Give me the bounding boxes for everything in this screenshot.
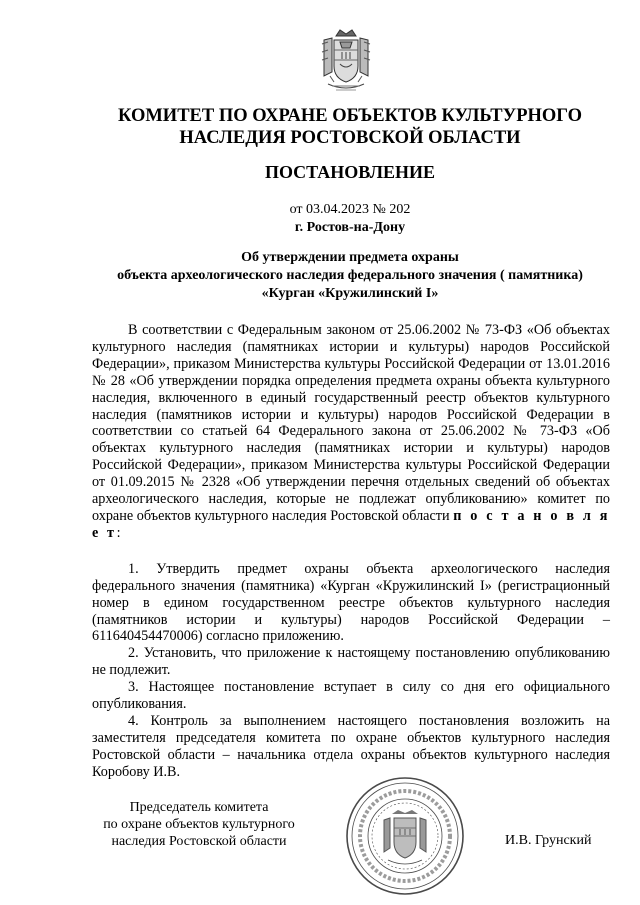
preamble-text: В соответствии с Федеральным законом от 25.06.2002 № 73-ФЗ «Об объектах культурного наследия (памятниках истории и культуры) народов Российской Федерации», приказом Министерства культуры Российской Федерации от 13.01.2016 № 28 «Об утверждении порядка определения предмета охраны объекта культурного наследия, включенного в единый государственный реестр объектов культурного наследия (памятников истории и культуры) народов Российской Федерации в соответствии со статьей 64 Федерального закона от 25.06.2002 № 73-ФЗ «Об объектах культурного наследия (памятниках истории и культуры) народов Российской Федерации», приказом Министерства культуры Российской Федерации от 01.09.2015 № 2328 «Об утверждении перечня отдельных сведений об объектах археологического наследия, которые не подлежат опубликованию» комитет по охране объектов культурного наследия Ростовской области [92,322,610,524]
organization-name [60,105,640,149]
item-4: 4. Контроль за выполнением настоящего постановления возложить на заместителя председателя комитета по охране объектов культурного наследия Ростовской области – начальника отдела охраны объектов культурного наследия Коробову И.В. [92,712,610,780]
item-2: 2. Установить, что приложение к настоящему постановлению опубликованию не подлежит. [92,645,610,679]
signatory-title-line-2: по охране объектов культурного [103,817,295,832]
city: г. Ростов-на-Дону [294,220,406,235]
coat-of-arms-icon [318,26,374,98]
org-line-2: НАСЛЕДИЯ РОСТОВСКОЙ ОБЛАСТИ [179,128,521,148]
item-3: 3. Настоящее постановление вступает в силу со дня его официального опубликования. [92,679,610,713]
subject-line-2: объекта археологического наследия федерального значения ( памятника) [117,268,583,283]
preamble-paragraph [92,322,610,542]
resolves-word: п о с т а н о в л я е т [92,507,611,541]
signatory-title [92,799,306,850]
signatory-name: И.В. Грунский [505,833,592,848]
document-subject [60,249,640,303]
document-body [92,322,610,781]
resolves-colon: : [116,524,121,541]
item-1: 1. Утвердить предмет охраны объекта археологического наследия федерального значения (памятника) «Курган «Кружилинский I» (регистрационный номер в едином государственном реестре объектов культурного наследия (памятников истории и культуры) народов Российской Федерации – 611640454470006) согласно приложению. [92,560,610,645]
org-line-1: КОМИТЕТ ПО ОХРАНЕ ОБЪЕКТОВ КУЛЬТУРНОГО [118,106,582,126]
signatory-title-line-1: Председатель комитета [129,800,269,815]
subject-line-1: Об утверждении предмета охраны [241,250,459,265]
document-type: ПОСТАНОВЛЕНИЕ [264,162,436,182]
official-seal-icon [340,774,470,898]
subject-line-3: «Курган «Кружилинский I» [261,286,439,301]
signatory-title-line-3: наследия Ростовской области [111,834,287,849]
date-number: от 03.04.2023 № 202 [289,202,411,217]
